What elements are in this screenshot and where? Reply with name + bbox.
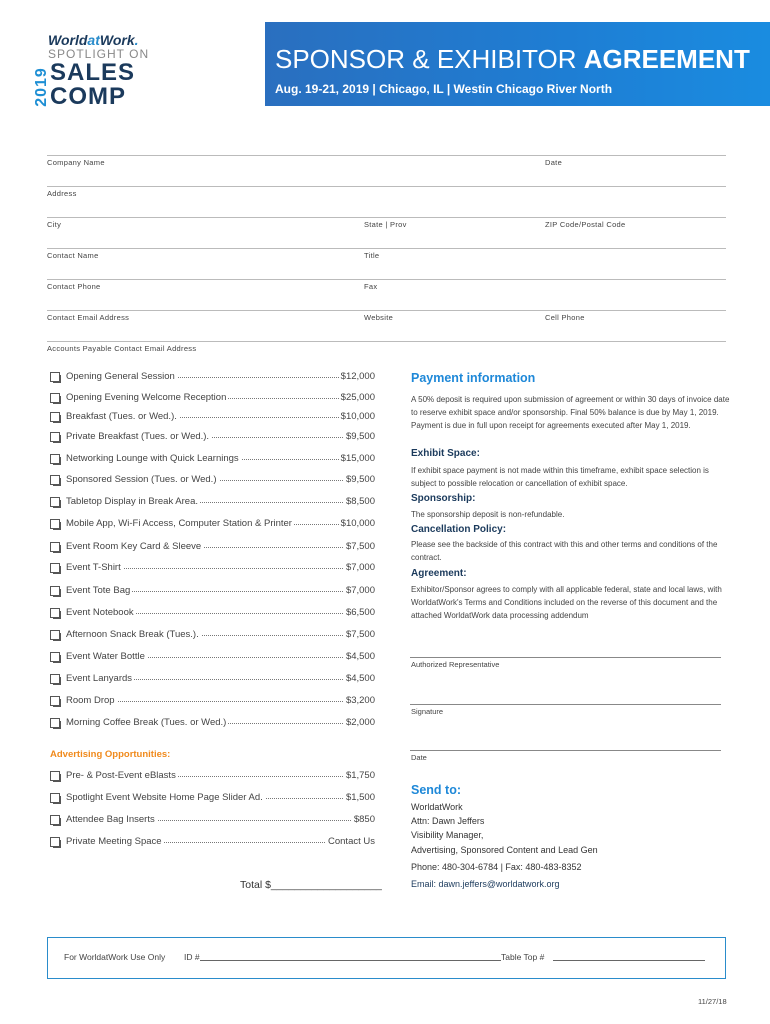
field-line [47,155,726,156]
list-item [50,585,375,599]
checkbox[interactable] [50,630,60,640]
checkbox[interactable] [50,718,60,728]
ap-email-field[interactable]: Accounts Payable Contact Email Address [47,344,197,353]
signature-field[interactable]: Signature [411,707,444,716]
item-name: Networking Lounge with Quick Learnings [66,453,239,464]
list-item [50,695,375,709]
checkbox[interactable] [50,542,60,552]
item-name: Private Breakfast (Tues. or Wed.). [66,431,210,442]
signature-date-field[interactable]: Date [411,753,427,762]
payment-text: A 50% deposit is required upon submission of agreement or within 30 days of invoice date to reserve exhibit space and/or sponsorship. Final 50% balance is due by May 1, 2019. Payment is due in full upon receipt for agreements executed after May 1, 2019. [411,395,730,430]
event-details: Aug. 19-21, 2019 | Chicago, IL | Westin Chicago River North [275,82,613,96]
list-item [50,562,375,576]
item-price: $850 [353,814,375,825]
agreement-heading: Agreement: [411,568,467,579]
website-field[interactable]: Website [364,313,394,322]
field-line [47,186,726,187]
spotlight-logo [20,30,150,110]
item-name: Morning Coffee Break (Tues. or Wed.) [66,717,227,728]
list-item [50,518,375,532]
advertising-heading: Advertising Opportunities: [50,749,171,760]
date-field[interactable]: Date [545,158,563,167]
item-name: Event Room Key Card & Sleeve [66,541,202,552]
agreement-text: Exhibitor/Sponsor agrees to comply with all applicable federal, state and local laws, with WorldatWork's Terms and Conditions included on the reverse of this document and the attached WorldatWork data processing addendum [411,585,722,620]
cell-phone-field[interactable]: Cell Phone [545,313,585,322]
send-email[interactable]: Email: dawn.jeffers@worldatwork.org [411,879,560,889]
send-attn: Attn: Dawn Jeffers [411,816,485,826]
checkbox[interactable] [50,586,60,596]
office-use-label: For WorldatWork Use Only [64,952,166,962]
item-name: Spotlight Event Website Home Page Slider Ad. [66,792,263,803]
list-item [50,453,375,467]
checkbox[interactable] [50,674,60,684]
contact-name-field[interactable]: Contact Name [47,251,99,260]
fax-field[interactable]: Fax [364,282,378,291]
checkbox[interactable] [50,771,60,781]
office-use-box [47,937,726,979]
contact-email-field[interactable]: Contact Email Address [47,313,130,322]
checkbox[interactable] [50,497,60,507]
list-item [50,474,375,488]
list-item [50,411,375,425]
list-item [50,836,375,850]
item-name: Mobile App, Wi-Fi Access, Computer Station & Printer [66,518,292,529]
authorized-rep-field[interactable]: Authorized Representative [411,660,500,669]
list-item [50,541,375,555]
item-price: $7,000 [345,562,375,573]
item-name: Private Meeting Space [66,836,162,847]
address-field[interactable]: Address [47,189,77,198]
checkbox[interactable] [50,815,60,825]
item-name: Event Tote Bag [66,585,131,596]
item-name: Event T-Shirt [66,562,121,573]
header-banner [265,22,770,106]
city-field[interactable]: City [47,220,62,229]
list-item [50,431,375,445]
sponsorship-text: The sponsorship deposit is non-refundable. [411,510,565,519]
item-price: $4,500 [345,673,375,684]
exhibit-heading: Exhibit Space: [411,448,480,459]
checkbox[interactable] [50,608,60,618]
checkbox[interactable] [50,652,60,662]
payment-heading: Payment information [411,371,536,385]
checkbox[interactable] [50,519,60,529]
item-name: Tabletop Display in Break Area. [66,496,199,507]
item-price: $10,000 [340,518,375,529]
list-item [50,629,375,643]
item-name: Attendee Bag Inserts [66,814,155,825]
item-name: Opening General Session [66,371,175,382]
title-field[interactable]: Title [364,251,380,260]
item-price: $4,500 [345,651,375,662]
send-org: WorldatWork [411,802,463,812]
list-item [50,496,375,510]
cancellation-text: Please see the backside of this contract with this and other terms and conditions of the contract. [411,540,718,562]
item-price: $1,500 [345,792,375,803]
logo-spotlight-text: SPOTLIGHT ON [48,47,150,61]
item-price: $6,500 [345,607,375,618]
field-line [47,248,726,249]
table-top-label: Table Top # [501,952,545,962]
logo-worldatwork: WorldatWork. [48,32,139,48]
item-name: Event Lanyards [66,673,133,684]
send-phone: Phone: 480-304-6784 | Fax: 480-483-8352 [411,862,582,872]
item-name: Event Notebook [66,607,134,618]
company-name-field[interactable]: Company Name [47,158,105,167]
contact-phone-field[interactable]: Contact Phone [47,282,101,291]
checkbox[interactable] [50,563,60,573]
item-name: Event Water Bottle [66,651,145,662]
list-item [50,814,375,828]
item-price: $1,750 [345,770,375,781]
checkbox[interactable] [50,837,60,847]
item-name: Afternoon Snack Break (Tues.). [66,629,199,640]
item-price: $9,500 [345,474,375,485]
send-role-2: Advertising, Sponsored Content and Lead Gen [411,845,598,855]
item-name: Room Drop [66,695,115,706]
item-price: $8,500 [345,496,375,507]
list-item [50,792,375,806]
office-id-field[interactable] [200,960,501,961]
item-price: $10,000 [340,411,375,422]
item-name: Sponsored Session (Tues. or Wed.) [66,474,217,485]
checkbox[interactable] [50,696,60,706]
list-item [50,651,375,665]
item-price: $15,000 [340,453,375,464]
item-price: $7,000 [345,585,375,596]
checkbox[interactable] [50,393,60,403]
signature-line [410,657,721,658]
item-name: Breakfast (Tues. or Wed.). [66,411,177,422]
logo-comp: COMP [50,83,126,110]
item-price: $7,500 [345,541,375,552]
item-name: Opening Evening Welcome Reception [66,392,227,403]
send-to-heading: Send to: [411,783,461,797]
item-price: $2,000 [345,717,375,728]
list-item [50,607,375,621]
state-field[interactable]: State | Prov [364,220,407,229]
send-role: Visibility Manager, [411,830,484,840]
list-item [50,673,375,687]
list-item [50,371,375,385]
field-line [47,217,726,218]
item-price: Contact Us [328,836,375,847]
cancellation-heading: Cancellation Policy: [411,524,507,535]
page-title: SPONSOR & EXHIBITOR AGREEMENT [275,44,750,74]
zip-field[interactable]: ZIP Code/Postal Code [545,220,626,229]
field-line [47,341,726,342]
list-item [50,392,375,406]
list-item [50,717,375,731]
checkbox[interactable] [50,793,60,803]
office-id-label: ID # [184,952,200,962]
field-line [47,279,726,280]
item-price: $7,500 [345,629,375,640]
item-name: Pre- & Post-Event eBlasts [66,770,176,781]
item-price: $9,500 [345,431,375,442]
checkbox[interactable] [50,412,60,422]
item-price: $25,000 [340,392,375,403]
revision-date: 11/27/18 [698,997,727,1006]
checkbox[interactable] [50,454,60,464]
list-item [50,770,375,784]
exhibit-text: If exhibit space payment is not made within this timeframe, exhibit space selection is subject to possible relocation or cancellation of exhibit space. [411,466,709,488]
item-price: $12,000 [340,371,375,382]
checkbox[interactable] [50,432,60,442]
item-price: $3,200 [345,695,375,706]
logo-sales: SALES [50,59,136,86]
logo-year: 2019 [32,67,50,107]
checkbox[interactable] [50,372,60,382]
signature-line [410,704,721,705]
table-top-field[interactable] [553,960,705,961]
sponsorship-heading: Sponsorship: [411,493,476,504]
total-field[interactable]: Total $___________________ [240,879,382,891]
field-line [47,310,726,311]
checkbox[interactable] [50,475,60,485]
signature-line [410,750,721,751]
